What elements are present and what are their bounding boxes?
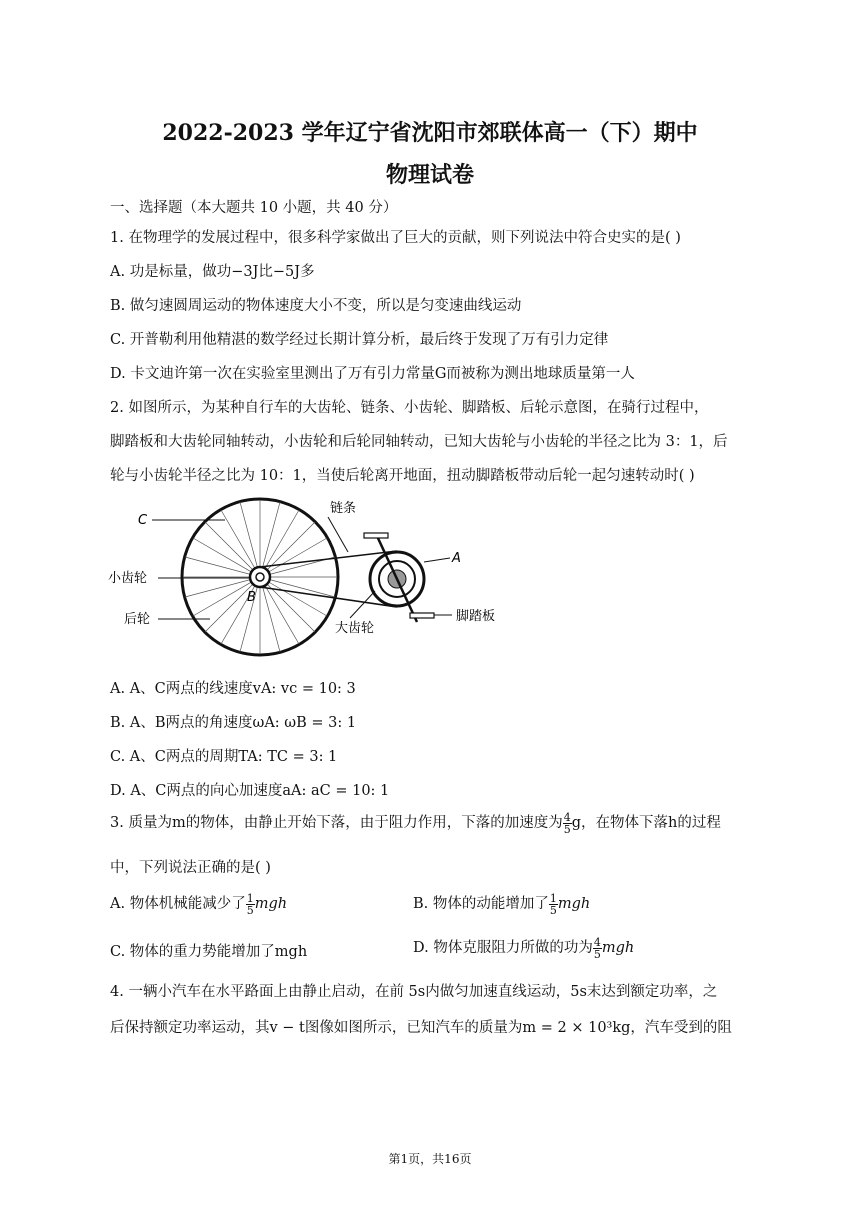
q3-stem-line2: 中，下列说法正确的是( ) [110, 860, 271, 876]
q1-option-c: C. 开普勒利用他精湛的数学经过长期计算分析，最后终于发现了万有引力定律 [110, 332, 609, 348]
q2-option-a: A. A、C两点的线速度vA: vc = 10: 3 [110, 681, 356, 697]
fig-label-small-gear: 小齿轮 [108, 571, 148, 586]
exam-title-line1: 2022-2023 学年辽宁省沈阳市郊联体高一（下）期中 [162, 120, 698, 146]
q2-stem-line3: 轮与小齿轮半径之比为 10：1，当使后轮离开地面，扭动脚踏板带动后轮一起匀速转动时( ) [110, 468, 695, 484]
fig-label-b: B [247, 590, 256, 605]
q4-stem-line2: 后保持额定功率运动，其v − t图像如图所示，已知汽车的质量为m = 2 × 10³kg，汽车受到的阻 [110, 1020, 732, 1036]
q1-stem: 1. 在物理学的发展过程中，很多科学家做出了巨大的贡献，则下列说法中符合史实的是( ) [110, 230, 681, 246]
q1-option-a: A. 功是标量，做功−3J比−5J多 [110, 264, 315, 280]
q1-option-d: D. 卡文迪许第一次在实验室里测出了万有引力常量G而被称为测出地球质量第一人 [110, 366, 635, 382]
q2-option-c: C. A、C两点的周期TA: TC = 3: 1 [110, 749, 338, 765]
q2-stem-line2: 脚踏板和大齿轮同轴转动，小齿轮和后轮同轴转动，已知大齿轮与小齿轮的半径之比为 3：1，后 [110, 434, 728, 450]
q4-stem-line1: 4. 一辆小汽车在水平路面上由静止启动，在前 5s内做匀加速直线运动，5s末达到额定功率，之 [110, 984, 718, 1000]
fig-label-a: A [452, 551, 461, 566]
q3-option-b: B. 物体的动能增加了 $\frac{1}{5}$ mgh [413, 891, 591, 917]
q3-option-c: C. 物体的重力势能增加了mgh [110, 944, 308, 960]
q3-stem-line1: 3. 质量为m的物体，由静止开始下落，由于阻力作用，下落的加速度为 $\frac{4}{5}$ g，在物体下落h的过程 [110, 810, 721, 836]
q3-option-a: A. 物体机械能减少了 $\frac{1}{5}$ mgh [110, 891, 288, 917]
q2-option-b: B. A、B两点的角速度ωA: ωB = 3: 1 [110, 715, 357, 731]
q3-frac: $\frac{4}{5}$ [563, 810, 571, 836]
exam-title-line2: 物理试卷 [385, 162, 474, 188]
fig-label-big-gear: 大齿轮 [335, 621, 375, 636]
fig-label-pedal: 脚踏板 [456, 609, 496, 624]
fig-label-rear-wheel: 后轮 [124, 612, 151, 627]
q2-option-d: D. A、C两点的向心加速度aA: aC = 10: 1 [110, 783, 390, 799]
page-footer: 第1页，共16页 [388, 1152, 472, 1166]
fig-label-chain: 链条 [330, 501, 357, 516]
q1-option-b: B. 做匀速圆周运动的物体速度大小不变，所以是匀变速曲线运动 [110, 298, 522, 314]
bicycle-gear-figure [108, 492, 510, 652]
q2-stem-line1: 2. 如图所示，为某种自行车的大齿轮、链条、小齿轮、脚踏板、后轮示意图，在骑行过程中， [110, 400, 709, 416]
fig-label-c: C [138, 513, 148, 528]
pedal-top [364, 533, 388, 538]
q3-option-d: D. 物体克服阻力所做的功为 $\frac{4}{5}$ mgh [413, 935, 635, 961]
pedal-bottom [410, 613, 434, 618]
section-heading: 一、选择题（本大题共 10 小题，共 40 分） [110, 200, 398, 216]
